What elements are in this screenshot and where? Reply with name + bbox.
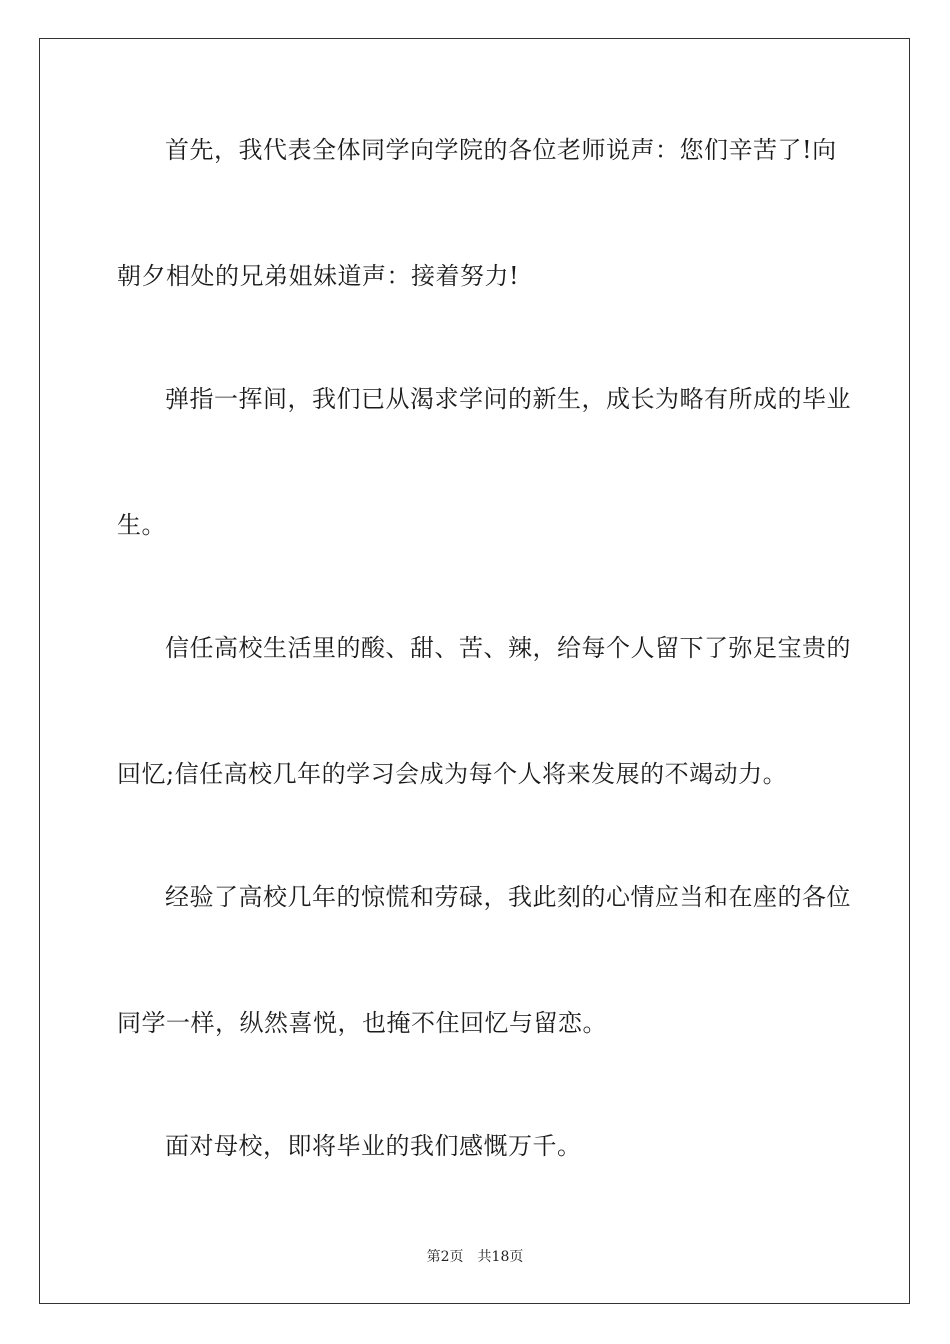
page-footer: [0, 1248, 950, 1266]
paragraph-3-line-1: 信任高校生活里的酸、甜、苦、辣，给每个人留下了弥足宝贵的: [165, 634, 851, 662]
paragraph-1-line-2: 朝夕相处的兄弟姐妹道声：接着努力!: [117, 262, 520, 290]
paragraph-4-line-1: 经验了高校几年的惊慌和劳碌，我此刻的心情应当和在座的各位: [165, 883, 851, 911]
paragraph-4-line-2: 同学一样，纵然喜悦，也掩不住回忆与留恋。: [117, 1009, 607, 1037]
paragraph-2-line-1: 弹指一挥间，我们已从渴求学问的新生，成长为略有所成的毕业: [165, 385, 851, 413]
page-border: [39, 38, 910, 1304]
paragraph-1-line-1: 首先，我代表全体同学向学院的各位老师说声：您们辛苦了!向: [165, 136, 837, 164]
paragraph-5-line-1: 面对母校，即将毕业的我们感慨万千。: [165, 1132, 582, 1160]
page-total: 共18页: [477, 1249, 524, 1265]
page-number: 第2页: [426, 1249, 464, 1265]
paragraph-3-line-2: 回忆;信任高校几年的学习会成为每个人将来发展的不竭动力。: [117, 760, 788, 788]
paragraph-2-line-2: 生。: [117, 511, 166, 539]
